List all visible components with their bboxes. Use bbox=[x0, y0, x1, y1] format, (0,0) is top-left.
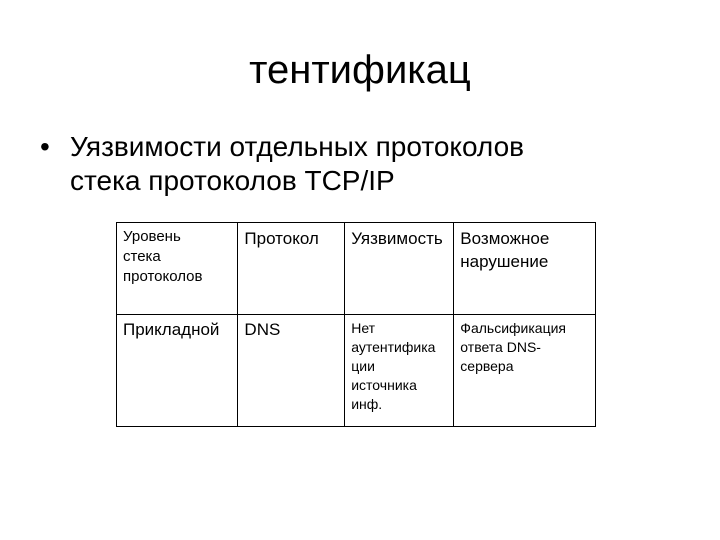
bullet-text: Уязвимости отдельных протоколов стека протоколов TCP/IP bbox=[70, 131, 525, 196]
cell-vulnerability: Нет аутентифика ции источника инф. bbox=[345, 315, 454, 427]
header-cell-level: Уровень стека протоколов bbox=[117, 223, 238, 315]
cell-violation: Фальсификация ответа DNS- сервера bbox=[454, 315, 596, 427]
cell-level: Прикладной bbox=[117, 315, 238, 427]
bullet-marker: • bbox=[40, 131, 50, 162]
table-row bbox=[117, 315, 596, 427]
bullet-item bbox=[40, 130, 680, 198]
header-cell-violation: Возможное нарушение bbox=[454, 223, 596, 315]
slide-title: тентификац bbox=[249, 48, 471, 92]
cell-protocol: DNS bbox=[238, 315, 345, 427]
vulnerability-table bbox=[116, 222, 596, 427]
table-header-row bbox=[117, 223, 596, 315]
header-cell-vulnerability: Уязвимость bbox=[345, 223, 454, 315]
header-cell-protocol: Протокол bbox=[238, 223, 345, 315]
